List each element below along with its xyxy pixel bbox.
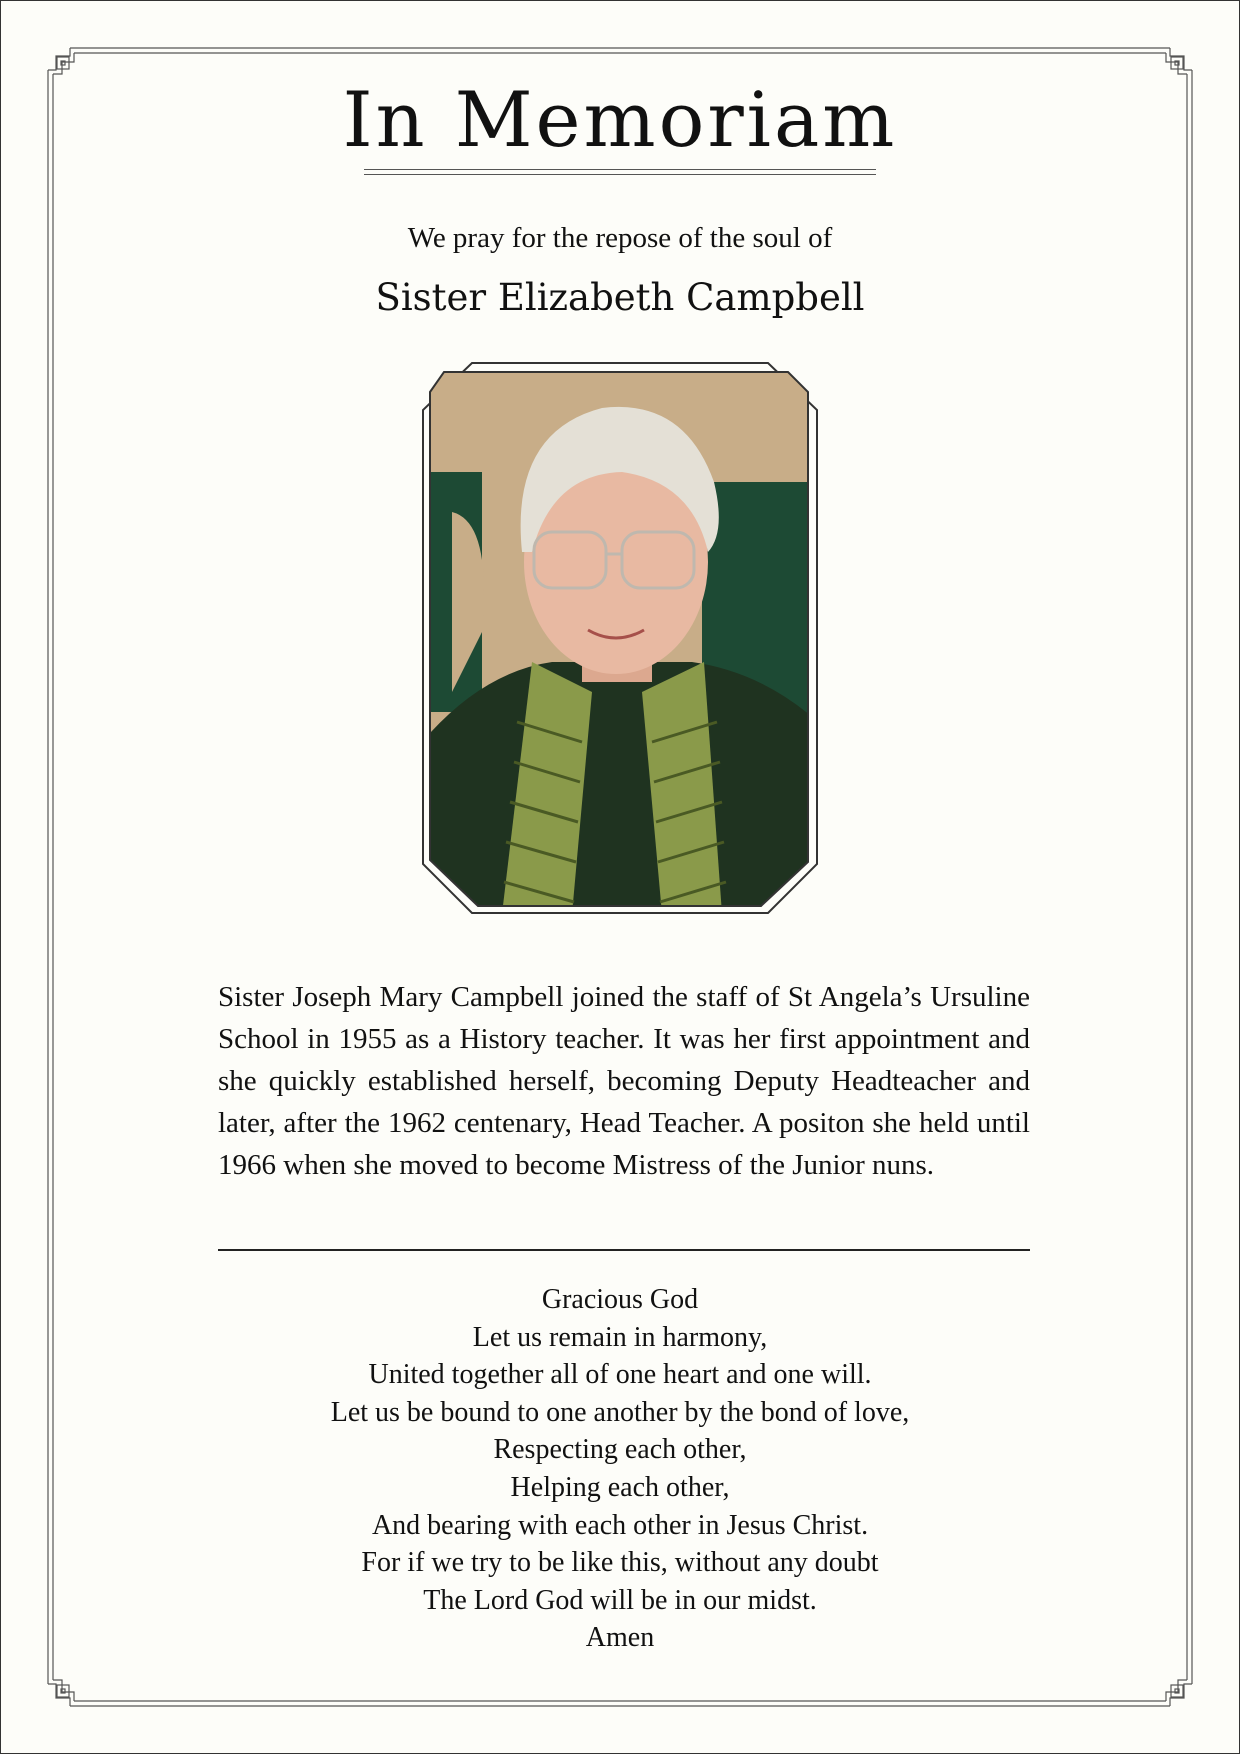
prayer-line: Helping each other, [510,1471,730,1503]
prayer-line: Let us remain in harmony, [472,1321,768,1353]
title-underline-top [364,169,876,170]
prayer-line: Respecting each other, [493,1434,747,1466]
prayer-line: Gracious God [541,1284,699,1315]
prayer-line: The Lord God will be in our midst. [423,1584,817,1616]
section-divider [218,1249,1030,1251]
intro-line: We pray for the repose of the soul of [407,222,833,254]
page-title: In Memoriam [342,75,898,164]
corner-ornament-top-left [48,48,74,74]
prayer-line: United together all of one heart and one will. [368,1359,872,1391]
title-underline-bottom [364,174,876,175]
prayer-line: And bearing with each other in Jesus Christ. [371,1509,869,1541]
prayer-line: Amen [585,1622,655,1654]
deceased-name: Sister Elizabeth Campbell [375,276,865,319]
prayer-verse [0,1281,1240,1657]
prayer-line: Let us be bound to one another by the bond of love, [330,1396,910,1428]
corner-ornament-top-right [1166,48,1192,74]
corner-ornament-bottom-left [48,1680,74,1706]
biography-paragraph: Sister Joseph Mary Campbell joined the staff of St Angela’s Ursuline School in 1955 as a History teacher. It was her first appointment and she quickly established herself, becoming Deputy Headteacher and later, after the 1962 centenary, Head Teacher. A positon she held until 1966 when she moved to become Mistress of the Junior nuns. [218,981,1030,1181]
portrait-photo [422,362,818,914]
corner-ornament-bottom-right [1166,1680,1192,1706]
prayer-line: For if we try to be like this, without any doubt [361,1547,879,1579]
